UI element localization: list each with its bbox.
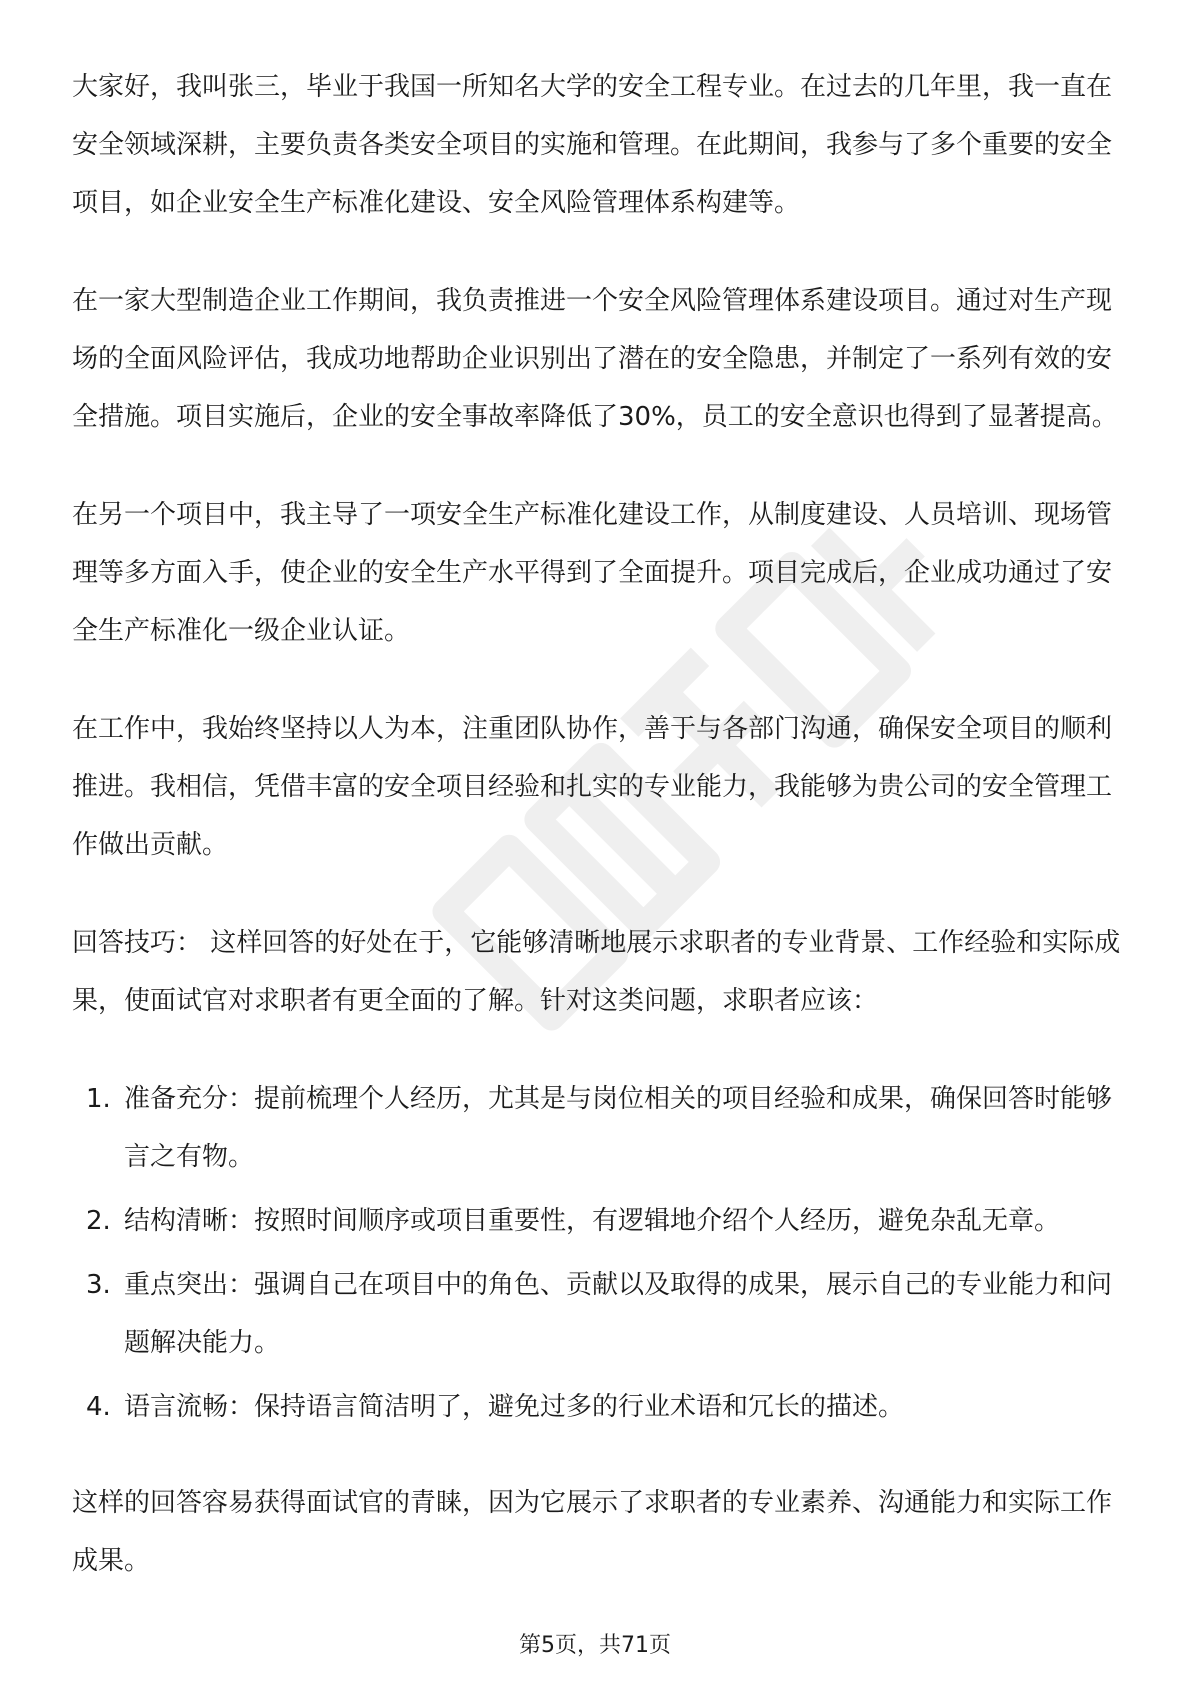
paragraph-project-1: 在一家大型制造企业工作期间，我负责推进一个安全风险管理体系建设项目。通过对生产现场的全面风险评估，我成功地帮助企业识别出了潜在的安全隐患，并制定了一系列有效的安全措施。项目实施后，企业的安全事故率降低了30%，员工的安全意识也得到了显著提高。 [72, 286, 1118, 432]
list-item-text: 准备充分：提前梳理个人经历，尤其是与岗位相关的项目经验和成果，确保回答时能够言之有物。 [124, 1084, 1113, 1172]
list-item [72, 1378, 1122, 1436]
list-item [72, 1192, 1122, 1250]
page-number-footer: 第5页，共71页 [519, 1633, 671, 1658]
list-item-number: 2. [86, 1206, 111, 1236]
document-page [72, 58, 1122, 1630]
list-item-number: 1. [86, 1084, 111, 1114]
paragraph-answer-tips: 回答技巧： 这样回答的好处在于，它能够清晰地展示求职者的专业背景、工作经验和实际成果，使面试官对求职者有更全面的了解。针对这类问题，求职者应该： [72, 928, 1121, 1016]
paragraph-intro: 大家好，我叫张三，毕业于我国一所知名大学的安全工程专业。在过去的几年里，我一直在安全领域深耕，主要负责各类安全项目的实施和管理。在此期间，我参与了多个重要的安全项目，如企业安全生产标准化建设、安全风险管理体系构建等。 [72, 72, 1113, 218]
list-item [72, 1070, 1122, 1186]
list-item-text: 重点突出：强调自己在项目中的角色、贡献以及取得的成果，展示自己的专业能力和问题解决能力。 [124, 1270, 1113, 1358]
list-item-number: 4. [86, 1392, 111, 1422]
paragraph-teamwork: 在工作中，我始终坚持以人为本，注重团队协作，善于与各部门沟通，确保安全项目的顺利推进。我相信，凭借丰富的安全项目经验和扎实的专业能力，我能够为贵公司的安全管理工作做出贡献。 [72, 714, 1113, 860]
paragraph-closing: 这样的回答容易获得面试官的青睐，因为它展示了求职者的专业素养、沟通能力和实际工作成果。 [72, 1488, 1113, 1576]
paragraph-project-2: 在另一个项目中，我主导了一项安全生产标准化建设工作，从制度建设、人员培训、现场管理等多方面入手，使企业的安全生产水平得到了全面提升。项目完成后，企业成功通过了安全生产标准化一级企业认证。 [72, 500, 1113, 646]
list-item [72, 1256, 1122, 1372]
tips-list [72, 1070, 1122, 1436]
list-item-number: 3. [86, 1270, 111, 1300]
list-item-text: 结构清晰：按照时间顺序或项目重要性，有逻辑地介绍个人经历，避免杂乱无章。 [124, 1206, 1061, 1236]
list-item-text: 语言流畅：保持语言简洁明了，避免过多的行业术语和冗长的描述。 [124, 1392, 905, 1422]
